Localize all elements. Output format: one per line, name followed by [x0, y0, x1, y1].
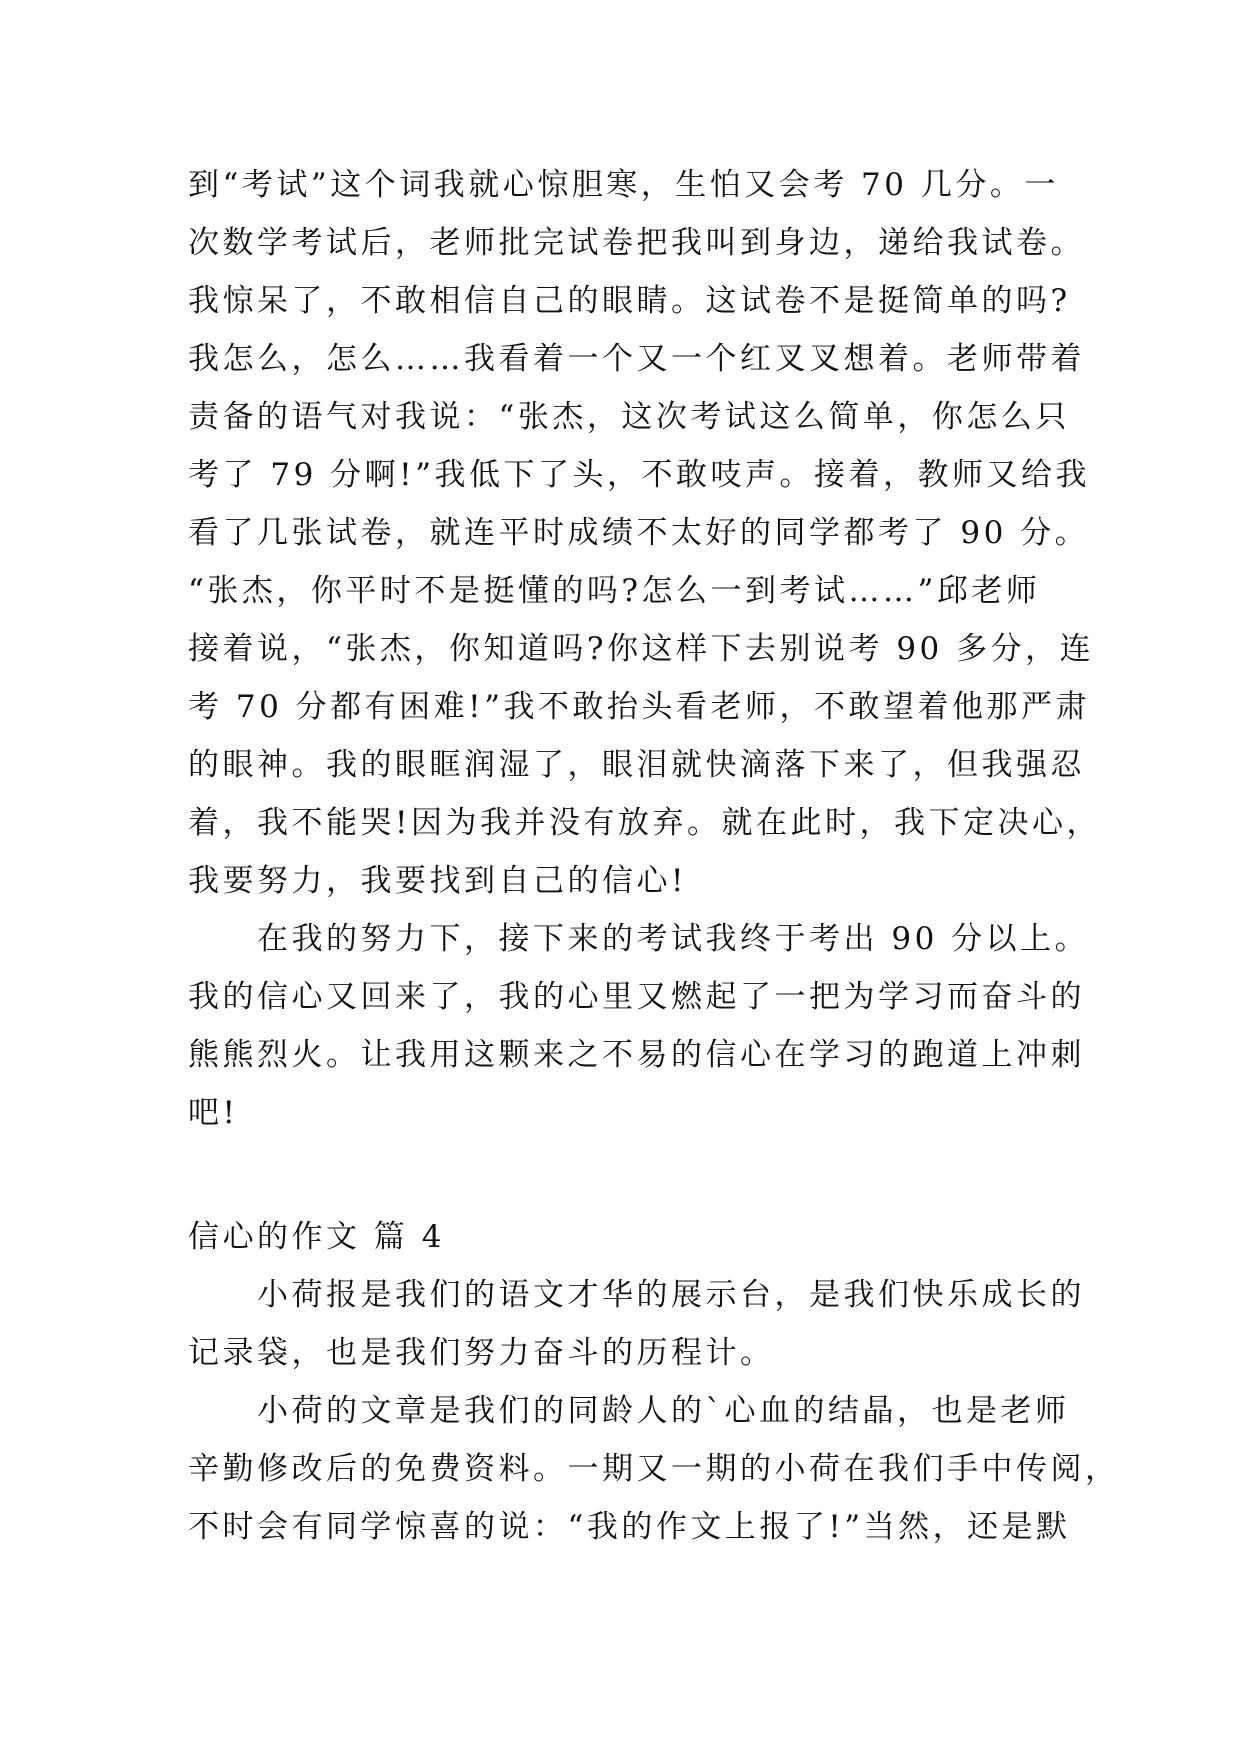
paragraph-3 — [188, 1266, 1085, 1382]
text-line: 我的信心又回来了，我的心里又燃起了一把为学习而奋斗的 — [188, 979, 1085, 1015]
text-line: 小荷的文章是我们的同龄人的`心血的结晶，也是老师 — [188, 1393, 1070, 1429]
text-line: 我要努力，我要找到自己的信心! — [188, 863, 687, 899]
text-line: “张杰，你平时不是挺懂的吗?怎么一到考试……”邱老师 — [188, 573, 1041, 609]
section-spacer — [188, 1142, 1064, 1208]
paragraph-1 — [188, 156, 1101, 910]
paragraph-4 — [188, 1382, 1120, 1556]
text-line: 接着说，“张杰，你知道吗?你这样下去别说考 90 多分，连 — [188, 631, 1095, 667]
text-line: 看了几张试卷，就连平时成绩不太好的同学都考了 90 分。 — [188, 515, 1090, 551]
text-line: 在我的努力下，接下来的考试我终于考出 90 分以上。 — [188, 921, 1090, 957]
text-line: 记录袋，也是我们努力奋斗的历程计。 — [188, 1335, 775, 1371]
text-line: 不时会有同学惊喜的说：“我的作文上报了!”当然，还是默 — [188, 1509, 1071, 1545]
text-line: 着，我不能哭!因为我并没有放弃。就在此时，我下定决心， — [188, 805, 1101, 841]
text-line: 小荷报是我们的语文才华的展示台，是我们快乐成长的 — [188, 1277, 1085, 1313]
text-line: 熊熊烈火。让我用这颗来之不易的信心在学习的跑道上冲刺 — [188, 1037, 1085, 1073]
text-line: 的眼神。我的眼眶润湿了，眼泪就快滴落下来了，但我强忍 — [188, 747, 1085, 783]
text-line: 考了 79 分啊!”我低下了头，不敢吱声。接着，教师又给我 — [188, 457, 1090, 493]
text-line: 我怎么，怎么……我看着一个又一个红叉叉想着。老师带着 — [188, 341, 1085, 377]
text-line: 吧! — [188, 1095, 239, 1131]
text-line: 责备的语气对我说：“张杰，这次考试这么简单，你怎么只 — [188, 399, 1070, 435]
paragraph-2 — [188, 910, 1090, 1142]
heading-text: 信心的作文 篇 4 — [188, 1219, 445, 1255]
document-body — [188, 156, 1120, 1556]
text-line: 我惊呆了，不敢相信自己的眼睛。这试卷不是挺简单的吗? — [188, 283, 1071, 319]
text-line: 次数学考试后，老师批完试卷把我叫到身边，递给我试卷。 — [188, 225, 1085, 261]
text-line: 考 70 分都有困难!”我不敢抬头看老师，不敢望着他那严肃 — [188, 689, 1090, 725]
text-line: 辛勤修改后的免费资料。一期又一期的小荷在我们手中传阅， — [188, 1451, 1120, 1487]
section-heading — [188, 1208, 1064, 1266]
text-line: 到“考试”这个词我就心惊胆寒，生怕又会考 70 几分。一 — [188, 167, 1059, 203]
